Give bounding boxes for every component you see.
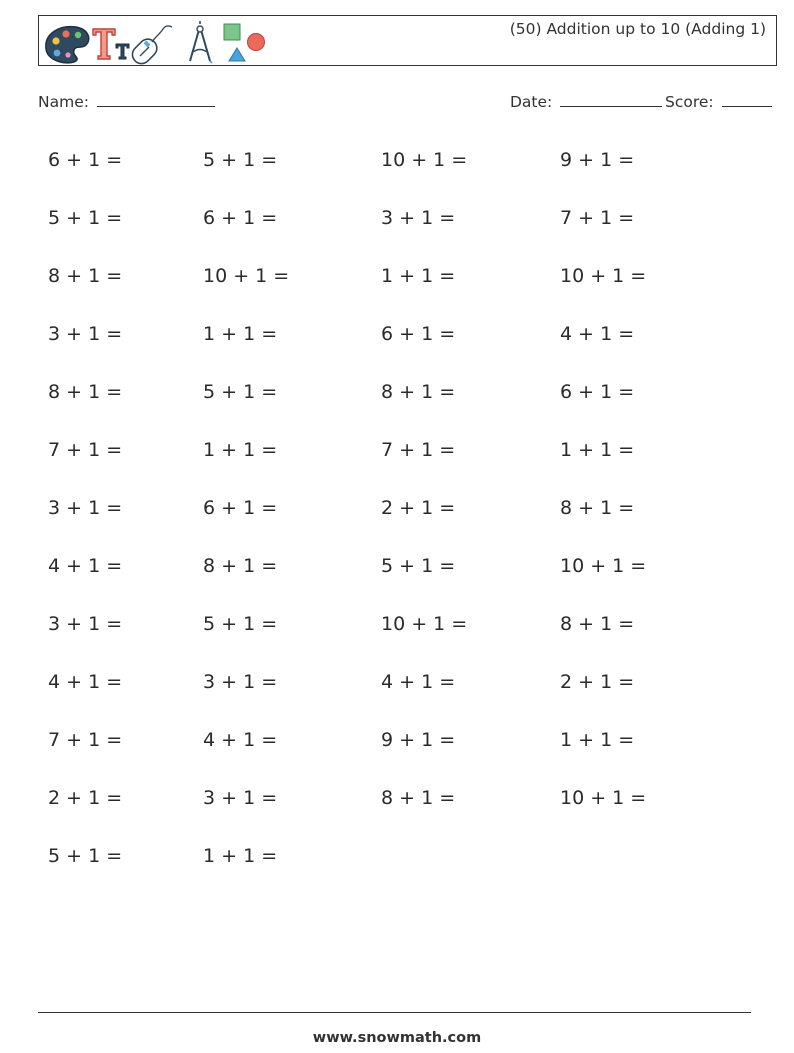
problem-item: 8 + 1 =: [560, 497, 635, 519]
problem-item: 2 + 1 =: [48, 787, 123, 809]
problem-item: 4 + 1 =: [560, 323, 635, 345]
problem-item: 5 + 1 =: [48, 845, 123, 867]
problem-item: 6 + 1 =: [203, 497, 278, 519]
name-field[interactable]: [38, 92, 215, 111]
problem-item: 8 + 1 =: [48, 381, 123, 403]
palette-icon: [46, 27, 89, 63]
problem-item: 8 + 1 =: [203, 555, 278, 577]
problem-item: 8 + 1 =: [560, 613, 635, 635]
problem-item: 8 + 1 =: [48, 265, 123, 287]
problem-item: 9 + 1 =: [381, 729, 456, 751]
problem-item: 10 + 1 =: [560, 787, 647, 809]
date-label: Date:: [510, 93, 553, 111]
problem-item: 6 + 1 =: [560, 381, 635, 403]
date-field[interactable]: [510, 92, 662, 111]
header-icons: [42, 19, 272, 65]
score-blank-line[interactable]: [722, 92, 772, 107]
problem-item: 3 + 1 =: [203, 787, 278, 809]
date-blank-line[interactable]: [560, 92, 662, 107]
problem-item: 5 + 1 =: [203, 149, 278, 171]
problem-item: 3 + 1 =: [203, 671, 278, 693]
problem-item: 9 + 1 =: [560, 149, 635, 171]
problem-item: 4 + 1 =: [381, 671, 456, 693]
problem-item: 2 + 1 =: [560, 671, 635, 693]
shapes-icon: [224, 24, 265, 61]
problem-item: 4 + 1 =: [203, 729, 278, 751]
problem-item: 7 + 1 =: [48, 729, 123, 751]
score-field[interactable]: [665, 92, 772, 111]
problem-item: 3 + 1 =: [48, 497, 123, 519]
problem-item: 3 + 1 =: [48, 613, 123, 635]
footer-url: www.snowmath.com: [312, 1030, 482, 1046]
problem-item: 7 + 1 =: [48, 439, 123, 461]
name-label: Name:: [38, 93, 89, 111]
problem-item: 10 + 1 =: [381, 613, 468, 635]
problem-item: 10 + 1 =: [203, 265, 290, 287]
text-size-icon: [93, 29, 129, 59]
name-blank-line[interactable]: [97, 92, 215, 107]
problem-item: 5 + 1 =: [203, 381, 278, 403]
problem-item: 3 + 1 =: [48, 323, 123, 345]
mouse-icon: [129, 26, 172, 65]
problem-item: 5 + 1 =: [203, 613, 278, 635]
problem-item: 1 + 1 =: [203, 845, 278, 867]
worksheet-title: (50) Addition up to 10 (Adding 1): [509, 20, 766, 38]
problem-item: 6 + 1 =: [381, 323, 456, 345]
compass-icon: [190, 21, 212, 63]
problem-item: 5 + 1 =: [48, 207, 123, 229]
problem-item: 4 + 1 =: [48, 671, 123, 693]
problem-item: 6 + 1 =: [48, 149, 123, 171]
problem-item: 1 + 1 =: [560, 439, 635, 461]
problem-item: 1 + 1 =: [203, 323, 278, 345]
footer-divider: [38, 1012, 751, 1013]
problem-item: 7 + 1 =: [381, 439, 456, 461]
problem-item: 1 + 1 =: [203, 439, 278, 461]
problem-item: 3 + 1 =: [381, 207, 456, 229]
problem-item: 8 + 1 =: [381, 381, 456, 403]
problem-item: 10 + 1 =: [560, 555, 647, 577]
problem-item: 5 + 1 =: [381, 555, 456, 577]
problem-item: 1 + 1 =: [560, 729, 635, 751]
worksheet-header: [38, 15, 777, 66]
problem-item: 1 + 1 =: [381, 265, 456, 287]
problem-item: 10 + 1 =: [560, 265, 647, 287]
problem-item: 2 + 1 =: [381, 497, 456, 519]
problem-item: 8 + 1 =: [381, 787, 456, 809]
problem-item: 7 + 1 =: [560, 207, 635, 229]
problem-item: 10 + 1 =: [381, 149, 468, 171]
problem-item: 6 + 1 =: [203, 207, 278, 229]
problem-item: 4 + 1 =: [48, 555, 123, 577]
score-label: Score:: [665, 93, 714, 111]
